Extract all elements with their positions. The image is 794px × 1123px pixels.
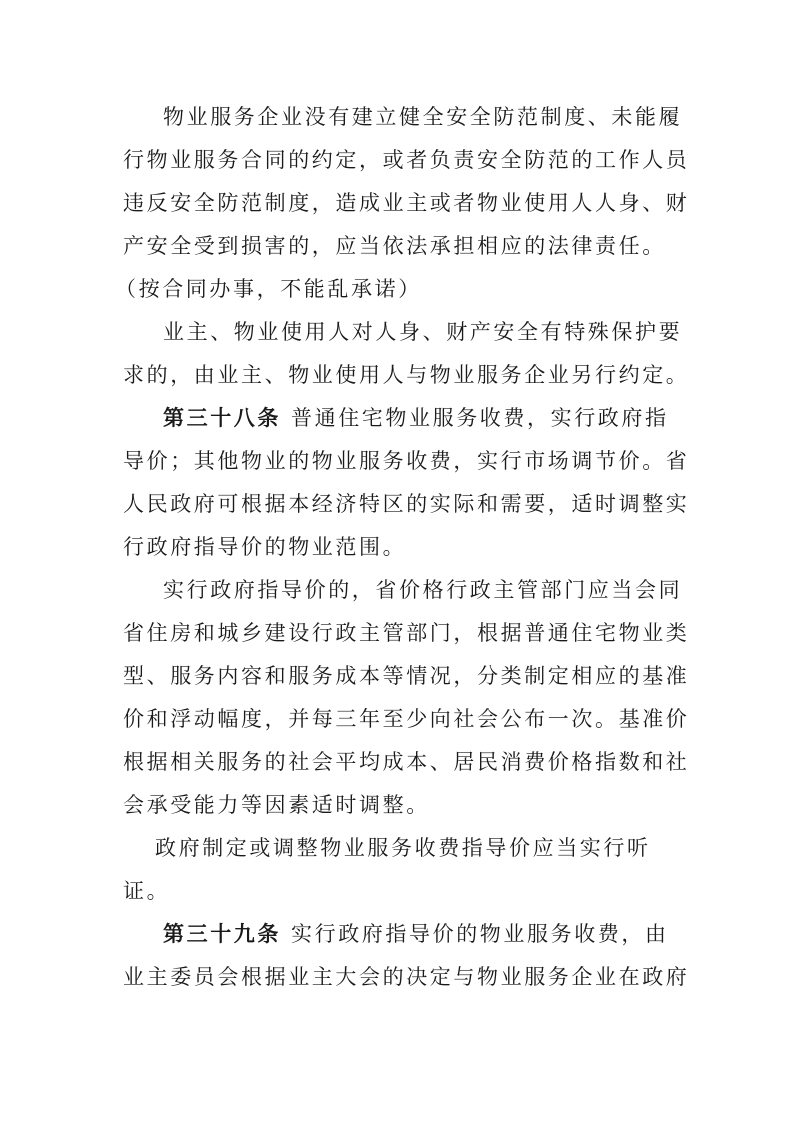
article-38-first-line xyxy=(163,404,669,432)
article-38-line-2: 导价；其他物业的物业服务收费，实行市场调节价。省 xyxy=(123,449,690,473)
paragraph-5-line-3: 型、服务内容和服务成本等情况，分类制定相应的基准 xyxy=(123,664,690,688)
article-38-line-4: 行政府指导价的物业范围。 xyxy=(123,535,407,559)
article-39-heading: 第三十九条 xyxy=(163,922,281,946)
paragraph-5-line-5: 根据相关服务的社会平均成本、居民消费价格指数和社 xyxy=(123,750,690,774)
article-38-heading: 第三十八条 xyxy=(163,406,281,430)
article-39-first-line-text: 实行政府指导价的物业服务收费，由 xyxy=(291,922,669,946)
paragraph-5-line-1: 实行政府指导价的，省价格行政主管部门应当会同 xyxy=(163,578,683,602)
article-38-line-3: 人民政府可根据本经济特区的实际和需要，适时调整实 xyxy=(123,492,690,516)
paragraph-1-line-4: 产安全受到损害的，应当依法承担相应的法律责任。 xyxy=(123,234,666,258)
paragraph-1-line-3: 违反安全防范制度，造成业主或者物业使用人人身、财 xyxy=(123,191,690,215)
paragraph-1-line-2: 行物业服务合同的约定，或者负责安全防范的工作人员 xyxy=(123,148,690,172)
paragraph-6-line-1: 政府制定或调整物业服务收费指导价应当实行听 xyxy=(155,836,651,860)
paragraph-6-line-2: 证。 xyxy=(123,879,171,903)
paragraph-1-line-1: 物业服务企业没有建立健全安全防范制度、未能履 xyxy=(163,105,683,129)
article-39-first-line xyxy=(163,920,669,948)
paragraph-3-line-1: 业主、物业使用人对人身、财产安全有特殊保护要 xyxy=(163,320,683,344)
paragraph-5-line-6: 会承受能力等因素适时调整。 xyxy=(123,793,430,817)
paragraph-5-line-4: 价和浮动幅度，并每三年至少向社会公布一次。基准价 xyxy=(123,707,690,731)
paragraph-2-note: （按合同办事，不能乱承诺） xyxy=(115,277,422,301)
article-39-line-2: 业主委员会根据业主大会的决定与物业服务企业在政府 xyxy=(123,965,690,989)
paragraph-3-line-2: 求的，由业主、物业使用人与物业服务企业另行约定。 xyxy=(123,363,690,387)
paragraph-5-line-2: 省住房和城乡建设行政主管部门，根据普通住宅物业类 xyxy=(123,621,690,645)
article-38-first-line-text: 普通住宅物业服务收费，实行政府指 xyxy=(291,406,669,430)
